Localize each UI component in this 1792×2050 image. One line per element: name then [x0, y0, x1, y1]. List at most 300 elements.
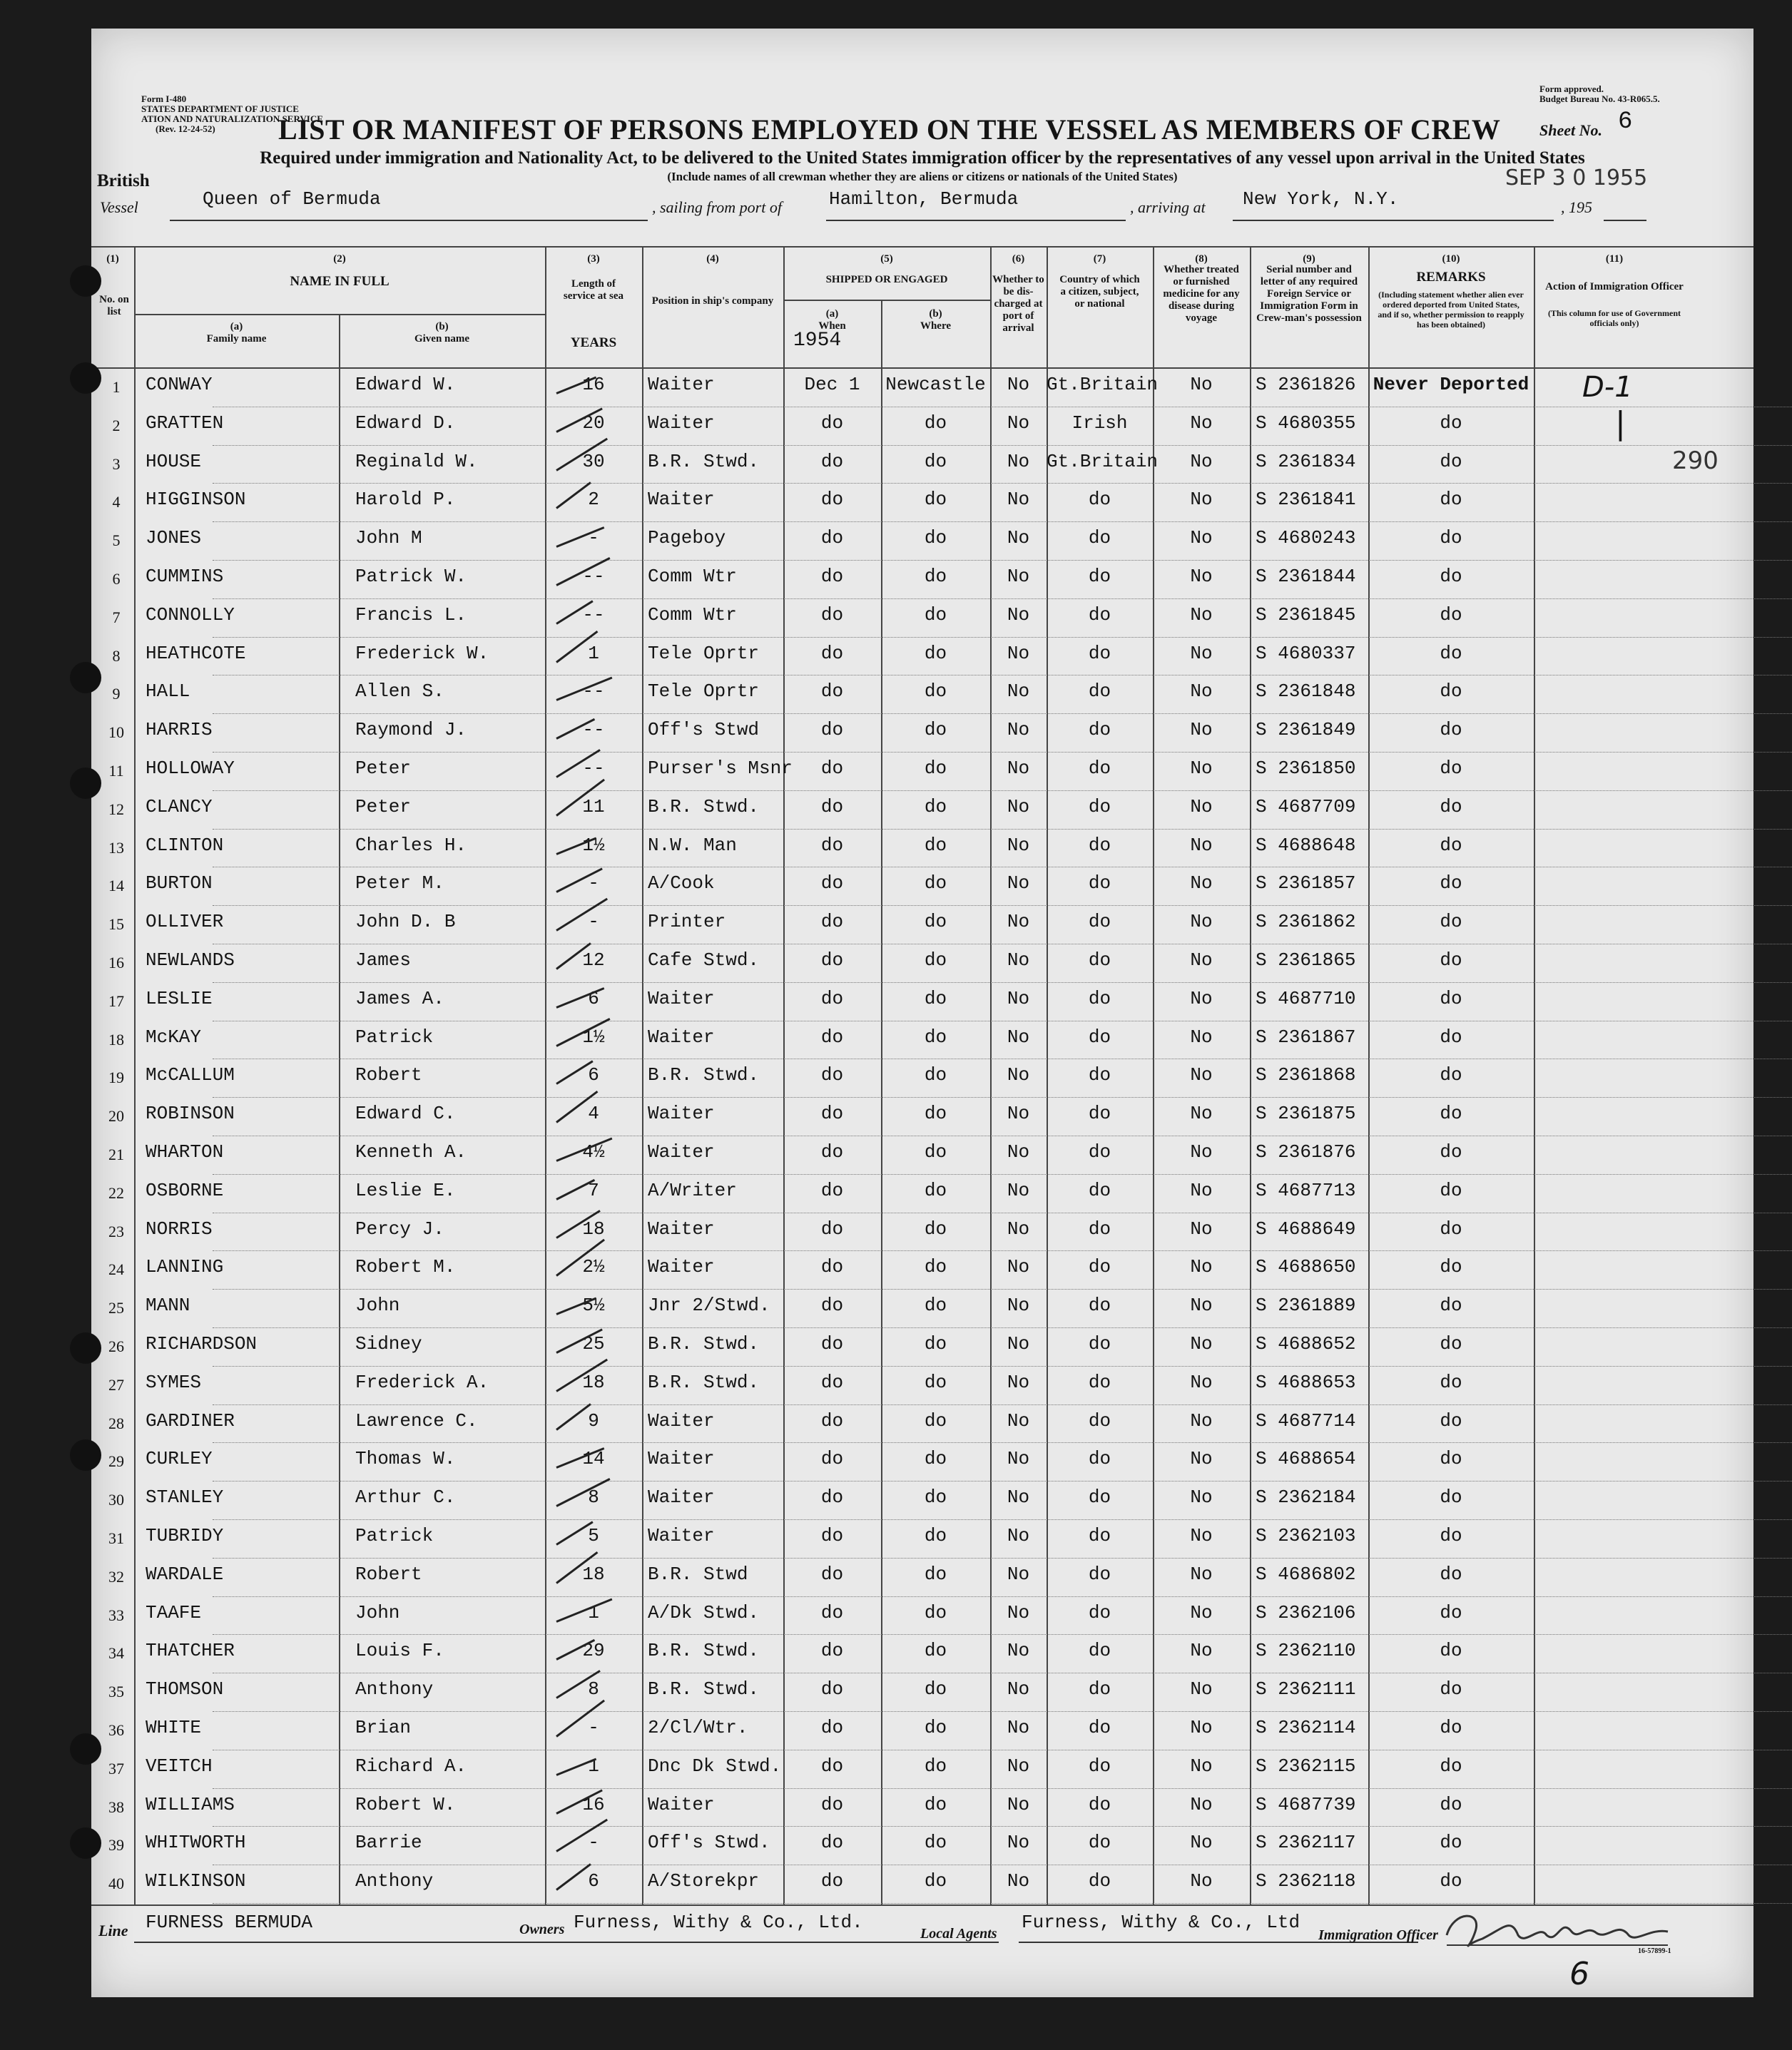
cell-position: B.R. Stwd.	[648, 450, 760, 472]
cell-no: 33	[108, 1606, 124, 1624]
cell-serial: S 4688653	[1256, 1371, 1356, 1393]
cell-years: 29	[582, 1640, 605, 1662]
cell-discharged: No	[1007, 1832, 1030, 1854]
cell-remarks: do	[1440, 1371, 1462, 1393]
cell-given: Charles H.	[355, 834, 467, 856]
table-row	[91, 868, 1753, 907]
cell-serial: S 2362115	[1256, 1755, 1356, 1777]
punch-hole	[70, 1439, 101, 1471]
cell-serial: S 2361834	[1256, 450, 1356, 472]
cell-family: CLINTON	[146, 834, 224, 856]
cell-family: RICHARDSON	[146, 1333, 258, 1355]
table-row	[91, 1367, 1753, 1406]
cell-given: Frederick W.	[355, 642, 489, 664]
punch-hole	[70, 362, 101, 394]
col-discharged-header: Whether to be dis-charged at port of arrival	[992, 274, 1044, 334]
cell-country: do	[1088, 1832, 1111, 1854]
col-shipped-number: (5)	[880, 253, 893, 265]
cell-where: do	[924, 1601, 947, 1623]
cell-discharged: No	[1007, 1256, 1030, 1278]
table-row	[91, 561, 1753, 600]
cell-medicine: No	[1190, 872, 1213, 894]
cell-where: do	[924, 1563, 947, 1585]
cell-country: do	[1088, 1409, 1111, 1432]
cell-years: 1½	[582, 834, 605, 856]
cell-where: do	[924, 1448, 947, 1470]
annotation-tick: |	[1615, 405, 1626, 442]
cell-country: Gt.Britain	[1047, 450, 1159, 472]
col-discharged-number: (6)	[1012, 253, 1025, 265]
cell-medicine: No	[1190, 1179, 1213, 1201]
cell-no: 23	[108, 1222, 124, 1240]
table-row	[91, 484, 1753, 523]
table-row	[91, 1751, 1753, 1790]
cell-position: A/Writer	[648, 1179, 737, 1201]
departure-port: Hamilton, Bermuda	[829, 188, 1019, 210]
cell-remarks: do	[1440, 450, 1462, 472]
cell-discharged: No	[1007, 872, 1030, 894]
line-name: FURNESS BERMUDA	[146, 1912, 313, 1933]
cell-medicine: No	[1190, 1333, 1213, 1355]
cell-years: -	[588, 1832, 599, 1854]
cell-family: GRATTEN	[146, 412, 224, 434]
cell-position: Waiter	[648, 1486, 715, 1509]
cell-serial: S 2362184	[1256, 1486, 1356, 1509]
agents-label: Local Agents	[920, 1926, 997, 1942]
cell-discharged: No	[1007, 450, 1030, 472]
cell-medicine: No	[1190, 566, 1213, 587]
service: ATION AND NATURALIZATION SERVICE	[141, 113, 323, 124]
cell-medicine: No	[1190, 1640, 1213, 1662]
cell-serial: S 2361865	[1256, 949, 1356, 971]
cell-medicine: No	[1190, 719, 1213, 741]
cell-medicine: No	[1190, 1026, 1213, 1048]
cell-where: do	[924, 1371, 947, 1393]
cell-no: 31	[108, 1529, 124, 1547]
cell-discharged: No	[1007, 911, 1030, 933]
cell-position: B.R. Stwd.	[648, 1371, 760, 1393]
cell-when: do	[820, 680, 844, 703]
cell-years: 18	[582, 1218, 605, 1240]
arriving-label: , arriving at	[1130, 198, 1206, 216]
cell-discharged: No	[1007, 1563, 1030, 1585]
cell-no: 40	[108, 1875, 124, 1893]
cell-remarks: do	[1440, 1103, 1462, 1125]
cell-position: Comm Wtr	[648, 566, 737, 587]
cell-remarks: do	[1440, 911, 1462, 933]
cell-country: do	[1088, 949, 1111, 971]
cell-when: do	[820, 1409, 844, 1432]
cell-remarks: do	[1440, 1755, 1462, 1777]
col-position-number: (4)	[706, 253, 719, 265]
cell-given: Reginald W.	[355, 450, 478, 472]
cell-years: -	[588, 911, 599, 933]
cell-years: --	[582, 758, 605, 779]
cell-years: 14	[582, 1448, 605, 1470]
cell-when: do	[820, 834, 844, 856]
cell-medicine: No	[1190, 795, 1213, 817]
cell-serial: S 2361850	[1256, 758, 1356, 779]
cell-where: do	[924, 949, 947, 971]
col-remarks-number: (10)	[1442, 253, 1460, 265]
cell-medicine: No	[1190, 1486, 1213, 1509]
cell-given: Arthur C.	[355, 1486, 456, 1509]
cell-country: do	[1088, 1295, 1111, 1317]
cell-medicine: No	[1190, 1218, 1213, 1240]
cell-where: do	[924, 795, 947, 817]
cell-country: do	[1088, 527, 1111, 549]
form-approved: Form approved.	[1539, 83, 1604, 94]
table-row	[91, 1137, 1753, 1176]
cell-no: 1	[112, 378, 121, 396]
cell-where: do	[924, 527, 947, 549]
arrival-port: New York, N.Y.	[1243, 188, 1399, 210]
form-number: Form I-480	[141, 93, 187, 104]
cell-family: STANLEY	[146, 1486, 224, 1509]
cell-medicine: No	[1190, 1563, 1213, 1585]
col-name-number: (2)	[333, 253, 346, 265]
cell-where: do	[924, 1026, 947, 1048]
cell-remarks: do	[1440, 1793, 1462, 1815]
cell-serial: S 2361848	[1256, 680, 1356, 703]
cell-years: -	[588, 872, 599, 894]
cell-discharged: No	[1007, 1448, 1030, 1470]
cell-discharged: No	[1007, 1295, 1030, 1317]
cell-serial: S 4687709	[1256, 795, 1356, 817]
cell-years: 1	[588, 1755, 599, 1777]
cell-years: 4½	[582, 1141, 605, 1163]
cell-family: BURTON	[146, 872, 213, 894]
cell-position: Pageboy	[648, 527, 726, 549]
cell-years: 1	[588, 1601, 599, 1623]
cell-country: do	[1088, 834, 1111, 856]
col-action-header: Action of Immigration Officer	[1545, 281, 1684, 292]
cell-country: do	[1088, 489, 1111, 511]
cell-years: 25	[582, 1333, 605, 1355]
cell-remarks: do	[1440, 872, 1462, 894]
cell-years: 18	[582, 1371, 605, 1393]
cell-years: --	[582, 603, 605, 626]
col-country-header: Country of which a citizen, subject, or national	[1059, 274, 1140, 310]
cell-no: 34	[108, 1644, 124, 1663]
cell-given: Peter M.	[355, 872, 444, 894]
cell-discharged: No	[1007, 1678, 1030, 1700]
cell-no: 14	[108, 877, 124, 895]
cell-family: WARDALE	[146, 1563, 224, 1585]
cell-discharged: No	[1007, 374, 1030, 395]
table-row	[91, 1290, 1753, 1329]
cell-medicine: No	[1190, 949, 1213, 971]
table-row	[91, 1098, 1753, 1137]
table-row	[91, 907, 1753, 945]
punch-hole	[70, 265, 101, 297]
cell-discharged: No	[1007, 758, 1030, 779]
cell-years: 1	[588, 642, 599, 664]
sailing-label: , sailing from port of	[652, 198, 782, 216]
cell-position: Waiter	[648, 1448, 715, 1470]
table-row	[91, 1214, 1753, 1253]
cell-no: 17	[108, 991, 124, 1010]
cell-country: do	[1088, 1755, 1111, 1777]
cell-discharged: No	[1007, 489, 1030, 511]
cell-serial: S 2361867	[1256, 1026, 1356, 1048]
cell-where: do	[924, 450, 947, 472]
cell-serial: S 2362114	[1256, 1717, 1356, 1738]
cell-when: do	[820, 566, 844, 587]
cell-given: Raymond J.	[355, 719, 467, 741]
cell-remarks: do	[1440, 1640, 1462, 1662]
cell-remarks: do	[1440, 795, 1462, 817]
cell-family: CLANCY	[146, 795, 213, 817]
cell-where: do	[924, 603, 947, 626]
revision: (Rev. 12-24-52)	[156, 123, 215, 134]
cell-medicine: No	[1190, 987, 1213, 1009]
cell-no: 21	[108, 1146, 124, 1163]
cell-when: do	[820, 642, 844, 664]
cell-given: James A.	[355, 987, 444, 1009]
cell-country: Gt.Britain	[1047, 374, 1159, 395]
cell-where: do	[924, 1333, 947, 1355]
cell-remarks: do	[1440, 1256, 1462, 1278]
col-given-header: (b) Given name	[414, 321, 470, 345]
cell-when: do	[820, 1870, 844, 1892]
cell-serial: S 4688650	[1256, 1256, 1356, 1278]
cell-country: do	[1088, 1870, 1111, 1892]
col-shipped-header: SHIPPED OR ENGAGED	[825, 274, 948, 285]
cell-years: 4	[588, 1103, 599, 1125]
cell-family: LANNING	[146, 1256, 224, 1278]
cell-serial: S 2361889	[1256, 1295, 1356, 1317]
cell-remarks: do	[1440, 758, 1462, 779]
table-row	[91, 1827, 1753, 1866]
cell-position: Tele Oprtr	[648, 642, 760, 664]
cell-position: Comm Wtr	[648, 603, 737, 626]
cell-given: Patrick	[355, 1525, 434, 1546]
cell-serial: S 2362111	[1256, 1678, 1356, 1700]
cell-family: ROBINSON	[146, 1103, 235, 1125]
cell-given: John D. B	[355, 911, 456, 933]
cell-given: Richard A.	[355, 1755, 467, 1777]
cell-discharged: No	[1007, 566, 1030, 587]
cell-medicine: No	[1190, 1678, 1213, 1700]
cell-given: Harold P.	[355, 489, 456, 511]
cell-medicine: No	[1190, 489, 1213, 511]
cell-discharged: No	[1007, 1371, 1030, 1393]
table-row	[91, 1176, 1753, 1214]
cell-discharged: No	[1007, 1717, 1030, 1738]
cell-years: 5	[588, 1525, 599, 1546]
cell-given: Louis F.	[355, 1640, 444, 1662]
cell-where: do	[924, 1755, 947, 1777]
cell-country: do	[1088, 1563, 1111, 1585]
cell-given: Thomas W.	[355, 1448, 456, 1470]
cell-years: --	[582, 719, 605, 741]
cell-remarks: do	[1440, 680, 1462, 703]
cell-given: Frederick A.	[355, 1371, 489, 1393]
table-row	[91, 792, 1753, 830]
cell-where: do	[924, 1218, 947, 1240]
cell-given: Peter	[355, 795, 412, 817]
table-row	[91, 715, 1753, 753]
col-family-header: (a) Family name	[206, 321, 267, 345]
cell-serial: S 2361868	[1256, 1064, 1356, 1086]
cell-discharged: No	[1007, 1601, 1030, 1623]
cell-position: Waiter	[648, 1026, 715, 1048]
cell-position: Printer	[648, 911, 726, 933]
cell-years: 12	[582, 949, 605, 971]
cell-no: 18	[108, 1030, 124, 1049]
cell-when: do	[820, 1103, 844, 1125]
cell-given: Leslie E.	[355, 1179, 456, 1201]
table-row	[91, 1674, 1753, 1713]
cell-where: do	[924, 1179, 947, 1201]
cell-where: do	[924, 1793, 947, 1815]
cell-country: do	[1088, 642, 1111, 664]
cell-given: Barrie	[355, 1832, 422, 1854]
cell-years: -	[588, 527, 599, 549]
table-row	[91, 1482, 1753, 1521]
cell-when: do	[820, 1717, 844, 1738]
cell-discharged: No	[1007, 1640, 1030, 1662]
col-position-header: Position in ship's company	[651, 295, 774, 307]
cell-given: Kenneth A.	[355, 1141, 467, 1163]
cell-country: do	[1088, 603, 1111, 626]
cell-when: do	[820, 489, 844, 511]
cell-serial: S 2361845	[1256, 603, 1356, 626]
cell-where: do	[924, 1064, 947, 1086]
cell-country: do	[1088, 719, 1111, 741]
cell-position: A/Dk Stwd.	[648, 1601, 760, 1623]
cell-where: do	[924, 1486, 947, 1509]
table-row	[91, 1521, 1753, 1559]
cell-remarks: do	[1440, 489, 1462, 511]
cell-remarks: do	[1440, 719, 1462, 741]
table-row	[91, 1713, 1753, 1751]
cell-no: 38	[108, 1797, 124, 1816]
cell-remarks: do	[1440, 949, 1462, 971]
cell-position: Waiter	[648, 1256, 715, 1278]
cell-discharged: No	[1007, 719, 1030, 741]
cell-discharged: No	[1007, 1026, 1030, 1048]
sheet-label: Sheet No.	[1539, 121, 1602, 139]
cell-discharged: No	[1007, 642, 1030, 664]
cell-where: do	[924, 412, 947, 434]
cell-family: VEITCH	[146, 1755, 213, 1777]
cell-remarks: Never Deported	[1373, 374, 1529, 395]
cell-years: 1½	[582, 1026, 605, 1048]
cell-where: do	[924, 1717, 947, 1738]
cell-position: Tele Oprtr	[648, 680, 760, 703]
cell-when: do	[820, 1064, 844, 1086]
cell-discharged: No	[1007, 1179, 1030, 1201]
arrival-date-stamp: SEP 3 0 1955	[1505, 165, 1648, 190]
cell-family: TUBRIDY	[146, 1525, 224, 1546]
cell-family: TAAFE	[146, 1601, 202, 1623]
cell-when: do	[820, 450, 844, 472]
cell-when: do	[820, 1563, 844, 1585]
sheet-number: 6	[1618, 108, 1633, 136]
cell-family: MANN	[146, 1295, 190, 1317]
cell-when: do	[820, 1832, 844, 1854]
line-label: Line	[98, 1922, 128, 1939]
page-title: LIST OR MANIFEST OF PERSONS EMPLOYED ON THE VESSEL AS MEMBERS OF CREW	[278, 113, 1501, 146]
cell-years: 11	[582, 795, 605, 817]
cell-medicine: No	[1190, 1755, 1213, 1777]
cell-serial: S 2361862	[1256, 911, 1356, 933]
cell-where: do	[924, 489, 947, 511]
table-row	[91, 830, 1753, 869]
cell-medicine: No	[1190, 527, 1213, 549]
table-row	[91, 1790, 1753, 1828]
cell-years: 20	[582, 412, 605, 434]
officer-label: Immigration Officer	[1318, 1927, 1438, 1943]
cell-medicine: No	[1190, 1717, 1213, 1738]
cell-no: 32	[108, 1567, 124, 1586]
cell-serial: S 2361849	[1256, 719, 1356, 741]
corner-annotation: 6	[1569, 1956, 1589, 1992]
cell-years: 8	[588, 1486, 599, 1509]
cell-discharged: No	[1007, 1218, 1030, 1240]
cell-discharged: No	[1007, 1486, 1030, 1509]
cell-no: 19	[108, 1069, 124, 1087]
cell-medicine: No	[1190, 642, 1213, 664]
table-row	[91, 1252, 1753, 1290]
cell-no: 2	[112, 416, 121, 434]
cell-when: Dec 1	[804, 374, 860, 395]
cell-remarks: do	[1440, 1179, 1462, 1201]
cell-family: WHITWORTH	[146, 1832, 246, 1854]
cell-years: 2	[588, 489, 599, 511]
col-action-note: (This column for use of Government officials only)	[1547, 308, 1681, 328]
col-medicine-header: Whether treated or furnished medicine for any disease during voyage	[1163, 264, 1240, 324]
cell-country: do	[1088, 1179, 1111, 1201]
cell-when: do	[820, 1640, 844, 1662]
cell-country: do	[1088, 1371, 1111, 1393]
cell-when: do	[820, 795, 844, 817]
col-serial-number: (9)	[1303, 253, 1315, 265]
page-subtitle: Required under immigration and Nationality Act, to be delivered to the United States immigration officer by the representatives of any vessel upon arrival in the United States	[260, 148, 1585, 168]
cell-no: 25	[108, 1299, 124, 1317]
cell-position: B.R. Stwd.	[648, 795, 760, 817]
cell-position: Waiter	[648, 412, 715, 434]
cell-years: 9	[588, 1409, 599, 1432]
year-label: , 195	[1561, 198, 1592, 216]
cell-medicine: No	[1190, 603, 1213, 626]
cell-given: John	[355, 1601, 400, 1623]
cell-country: do	[1088, 758, 1111, 779]
cell-family: SYMES	[146, 1371, 202, 1393]
cell-medicine: No	[1190, 1525, 1213, 1546]
cell-position: Waiter	[648, 987, 715, 1009]
cell-position: Dnc Dk Stwd.	[648, 1755, 782, 1777]
cell-given: Patrick	[355, 1026, 434, 1048]
cell-where: do	[924, 719, 947, 741]
cell-no: 28	[108, 1414, 124, 1432]
cell-medicine: No	[1190, 1409, 1213, 1432]
cell-medicine: No	[1190, 834, 1213, 856]
cell-position: Waiter	[648, 1218, 715, 1240]
manifest-page	[91, 29, 1753, 1997]
cell-medicine: No	[1190, 450, 1213, 472]
cell-remarks: do	[1440, 1333, 1462, 1355]
cell-given: Peter	[355, 758, 412, 779]
cell-when: do	[820, 1525, 844, 1546]
cell-years: --	[582, 566, 605, 587]
cell-where: do	[924, 1409, 947, 1432]
cell-when: do	[820, 1333, 844, 1355]
cell-serial: S 4688652	[1256, 1333, 1356, 1355]
cell-medicine: No	[1190, 1371, 1213, 1393]
